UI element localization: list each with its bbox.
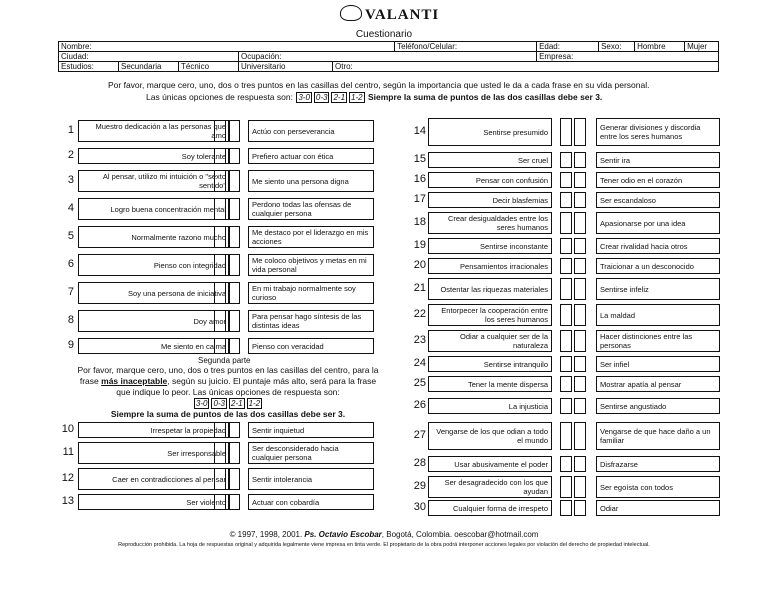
score-box-right[interactable] — [228, 442, 240, 464]
sex-female-option[interactable]: Mujer — [685, 42, 719, 52]
item-left-phrase: Caer en contradicciones al pensar — [78, 468, 230, 490]
legal-notice: Reproducción prohibida. La hoja de respuestas original y adquirida legalmente viene impresa en tinta verde. El propietario de la obra podrá interponer acciones legales por violación del derecho de propiedad intelectual. — [118, 542, 650, 548]
score-box-right[interactable] — [228, 282, 240, 304]
item-right-phrase: Me coloco objetivos y metas en mi vida personal — [248, 254, 374, 276]
company-field[interactable]: Empresa: — [537, 52, 719, 62]
score-box-left[interactable] — [214, 422, 226, 438]
item-number: 16 — [413, 173, 426, 185]
score-box-right[interactable] — [574, 118, 586, 146]
item-right-phrase: Sentir inquietud — [248, 422, 374, 438]
score-box-left[interactable] — [560, 500, 572, 516]
option-3-0: 3-0 — [298, 93, 310, 102]
item-number: 20 — [413, 259, 426, 271]
score-box-right[interactable] — [228, 120, 240, 142]
score-box-right[interactable] — [574, 398, 586, 414]
studies-secondary-option[interactable]: Secundaria — [119, 62, 179, 72]
score-box-right[interactable] — [574, 456, 586, 472]
score-box-right[interactable] — [574, 356, 586, 372]
studies-other-field[interactable]: Otro: — [333, 62, 719, 72]
item-left-phrase: La injusticia — [428, 398, 552, 414]
score-box-left[interactable] — [560, 376, 572, 392]
option-2-1: 2-1 — [333, 93, 346, 102]
item-number: 10 — [61, 423, 74, 435]
score-box-right[interactable] — [574, 500, 586, 516]
score-box-right[interactable] — [228, 254, 240, 276]
item-left-phrase: Ser violento — [78, 494, 230, 510]
score-box-left[interactable] — [214, 338, 226, 354]
item-number: 14 — [413, 125, 426, 137]
score-box-right[interactable] — [228, 310, 240, 332]
item-left-phrase: Tener la mente dispersa — [428, 376, 552, 392]
score-box-left[interactable] — [560, 118, 572, 146]
item-left-phrase: Vengarse de los que odian a todo el mundo — [428, 422, 552, 450]
copyright-line: © 1997, 1998, 2001. Ps. Octavio Escobar, Bogotá, Colombia. oescobar@hotmail.com — [229, 530, 539, 539]
item-right-phrase: La maldad — [596, 304, 720, 326]
score-box-left[interactable] — [214, 198, 226, 220]
item-number: 24 — [413, 357, 426, 369]
score-box-left[interactable] — [214, 442, 226, 464]
studies-university-option[interactable]: Universitario — [239, 62, 333, 72]
score-box-right[interactable] — [228, 170, 240, 192]
occupation-field[interactable]: Ocupación: — [239, 52, 537, 62]
item-right-phrase: Mostrar apatía al pensar — [596, 376, 720, 392]
item-right-phrase: Apasionarse por una idea — [596, 212, 720, 234]
item-number: 5 — [67, 230, 74, 242]
score-box-left[interactable] — [214, 226, 226, 248]
score-box-right[interactable] — [228, 148, 240, 164]
score-box-right[interactable] — [574, 330, 586, 352]
score-box-right[interactable] — [228, 468, 240, 490]
score-box-left[interactable] — [560, 152, 572, 168]
part1-instruction: Por favor, marque cero, uno, dos o tres puntos en las casillas del centro, según la importancia que usted le da a cada frase en su vida personal. — [108, 80, 650, 90]
item-right-phrase: Crear rivalidad hacia otros — [596, 238, 720, 254]
score-box-left[interactable] — [214, 254, 226, 276]
part2-options: 3-0 0-3 2-1 1-2 — [195, 399, 261, 408]
item-right-phrase: Hacer distinciones entre las personas — [596, 330, 720, 352]
item-left-phrase: Odiar a cualquier ser de la naturaleza — [428, 330, 552, 352]
item-left-phrase: Cualquier forma de irrespeto — [428, 500, 552, 516]
item-number: 17 — [413, 193, 426, 205]
item-number: 3 — [67, 174, 74, 186]
item-left-phrase: Usar abusivamente el poder — [428, 456, 552, 472]
item-number: 13 — [61, 495, 74, 507]
score-box-left[interactable] — [560, 398, 572, 414]
item-right-phrase: Tener odio en el corazón — [596, 172, 720, 188]
item-right-phrase: Disfrazarse — [596, 456, 720, 472]
item-number: 2 — [67, 149, 74, 161]
score-box-right[interactable] — [574, 192, 586, 208]
item-right-phrase: Actuar con cobardía — [248, 494, 374, 510]
item-right-phrase: Generar divisiones y discordia entre los seres humanos — [596, 118, 720, 146]
age-field[interactable]: Edad: — [537, 42, 599, 52]
score-box-left[interactable] — [560, 238, 572, 254]
name-field[interactable]: Nombre: — [59, 42, 395, 52]
item-right-phrase: Sentir ira — [596, 152, 720, 168]
score-box-right[interactable] — [574, 238, 586, 254]
item-left-phrase: Ser cruel — [428, 152, 552, 168]
item-left-phrase: Soy una persona de iniciativa — [78, 282, 230, 304]
city-field[interactable]: Ciudad: — [59, 52, 239, 62]
item-left-phrase: Doy amor — [78, 310, 230, 332]
item-right-phrase: Traicionar a un desconocido — [596, 258, 720, 274]
item-left-phrase: Soy tolerante — [78, 148, 230, 164]
score-box-left[interactable] — [214, 310, 226, 332]
score-box-left[interactable] — [214, 148, 226, 164]
item-right-phrase: Sentir intolerancia — [248, 468, 374, 490]
item-left-phrase: Pensar con confusión — [428, 172, 552, 188]
score-box-left[interactable] — [214, 120, 226, 142]
item-left-phrase: Pensamientos irracionales — [428, 258, 552, 274]
phone-field[interactable]: Teléfono/Celular: — [395, 42, 537, 52]
item-right-phrase: Ser desconsiderado hacia cualquier persona — [248, 442, 374, 464]
item-left-phrase: Logro buena concentración mental — [78, 198, 230, 220]
item-number: 8 — [67, 314, 74, 326]
part2-title: Segunda parte — [198, 356, 251, 365]
personal-data-form — [58, 41, 719, 72]
score-box-right[interactable] — [574, 258, 586, 274]
item-left-phrase: Sentirse presumido — [428, 118, 552, 146]
item-number: 18 — [413, 216, 426, 228]
item-right-phrase: Me destaco por el liderazgo en mis acciones — [248, 226, 374, 248]
item-left-phrase: Entorpecer la cooperación entre los seres humanos — [428, 304, 552, 326]
score-box-left[interactable] — [214, 494, 226, 510]
item-right-phrase: Odiar — [596, 500, 720, 516]
item-number: 26 — [413, 399, 426, 411]
score-box-right[interactable] — [228, 226, 240, 248]
logo: VALANTI — [340, 5, 439, 24]
page-title: Cuestionario — [355, 29, 413, 40]
item-number: 6 — [67, 258, 74, 270]
score-box-left[interactable] — [214, 170, 226, 192]
item-number: 28 — [413, 457, 426, 469]
option-1-2: 1-2 — [351, 93, 363, 102]
score-box-right[interactable] — [228, 198, 240, 220]
item-number: 19 — [413, 239, 426, 251]
item-left-phrase: Sentirse inconstante — [428, 238, 552, 254]
score-box-right[interactable] — [228, 338, 240, 354]
item-number: 4 — [67, 202, 74, 214]
studies-label: Estudios: — [59, 62, 119, 72]
item-left-phrase: Pienso con integridad — [78, 254, 230, 276]
score-box-right[interactable] — [574, 376, 586, 392]
item-number: 7 — [67, 286, 74, 298]
item-number: 22 — [413, 308, 426, 320]
item-left-phrase: Ser irresponsable — [78, 442, 230, 464]
score-box-right[interactable] — [574, 476, 586, 498]
item-right-phrase: Prefiero actuar con ética — [248, 148, 374, 164]
studies-technical-option[interactable]: Técnico — [179, 62, 239, 72]
item-number: 27 — [413, 429, 426, 441]
item-left-phrase: Muestro dedicación a las personas que amo — [78, 120, 230, 142]
item-number: 11 — [62, 446, 74, 458]
item-number: 1 — [67, 124, 74, 136]
score-box-left[interactable] — [560, 304, 572, 326]
score-box-left[interactable] — [560, 456, 572, 472]
score-box-right[interactable] — [574, 304, 586, 326]
score-box-left[interactable] — [560, 172, 572, 188]
item-left-phrase: Al pensar, utilizo mi intuición o "sexto sentido" — [78, 170, 230, 192]
item-right-phrase: Ser infiel — [596, 356, 720, 372]
sex-male-option[interactable]: Hombre — [635, 42, 685, 52]
score-box-right[interactable] — [574, 278, 586, 300]
item-number: 25 — [413, 377, 426, 389]
item-left-phrase: Sentirse intranquilo — [428, 356, 552, 372]
score-box-left[interactable] — [560, 422, 572, 450]
score-box-left[interactable] — [560, 476, 572, 498]
score-box-left[interactable] — [560, 330, 572, 352]
logo-mark-icon — [340, 5, 362, 21]
item-right-phrase: Perdono todas las ofensas de cualquier persona — [248, 198, 374, 220]
item-left-phrase: Me siento en calma — [78, 338, 230, 354]
item-right-phrase: En mi trabajo normalmente soy curioso — [248, 282, 374, 304]
score-box-left[interactable] — [560, 212, 572, 234]
score-box-right[interactable] — [574, 212, 586, 234]
score-box-left[interactable] — [560, 192, 572, 208]
score-box-right[interactable] — [574, 422, 586, 450]
item-left-phrase: Irrespetar la propiedad — [78, 422, 230, 438]
item-number: 12 — [61, 472, 74, 484]
sex-label: Sexo: — [599, 42, 635, 52]
score-box-left[interactable] — [214, 282, 226, 304]
part1-options-line: Las únicas opciones de respuesta son: 3-0 0-3 2-1 1-2 Siempre la suma de puntos de las dos casillas debe ser 3. — [146, 92, 603, 102]
item-right-phrase: Pienso con veracidad — [248, 338, 374, 354]
item-left-phrase: Crear desigualdades entre los seres humanos — [428, 212, 552, 234]
score-box-right[interactable] — [574, 152, 586, 168]
item-right-phrase: Me siento una persona digna — [248, 170, 374, 192]
item-right-phrase: Vengarse de que hace daño a un familiar — [596, 422, 720, 450]
score-box-left[interactable] — [560, 258, 572, 274]
item-left-phrase: Decir blasfemias — [428, 192, 552, 208]
item-number: 21 — [413, 282, 426, 294]
item-left-phrase: Normalmente razono mucho — [78, 226, 230, 248]
item-number: 23 — [413, 334, 426, 346]
item-number: 9 — [67, 339, 74, 351]
item-number: 30 — [413, 501, 426, 513]
score-box-left[interactable] — [214, 468, 226, 490]
item-number: 29 — [413, 480, 426, 492]
item-right-phrase: Ser escandaloso — [596, 192, 720, 208]
item-right-phrase: Ser egoísta con todos — [596, 476, 720, 498]
item-number: 15 — [413, 153, 426, 165]
item-left-phrase: Ostentar las riquezas materiales — [428, 278, 552, 300]
score-box-right[interactable] — [228, 494, 240, 510]
item-right-phrase: Sentirse angustiado — [596, 398, 720, 414]
part2-instruction: Por favor, marque cero, uno, dos o tres puntos en las casillas del centro, para la frase más inaceptable, según su juicio. El puntaje más alto, será para la frase que indique lo peor. Las únicas opciones de respuesta son: 3-0 0-3 2-1 1-2 Siempre la suma de puntos de las dos casillas debe ser 3. — [58, 365, 398, 420]
score-box-right[interactable] — [228, 422, 240, 438]
item-right-phrase: Sentirse infeliz — [596, 278, 720, 300]
score-box-left[interactable] — [560, 278, 572, 300]
item-right-phrase: Actúo con perseverancia — [248, 120, 374, 142]
item-left-phrase: Ser desagradecido con los que ayudan — [428, 476, 552, 498]
item-right-phrase: Para pensar hago síntesis de las distintas ideas — [248, 310, 374, 332]
score-box-left[interactable] — [560, 356, 572, 372]
score-box-right[interactable] — [574, 172, 586, 188]
option-0-3: 0-3 — [315, 93, 328, 102]
